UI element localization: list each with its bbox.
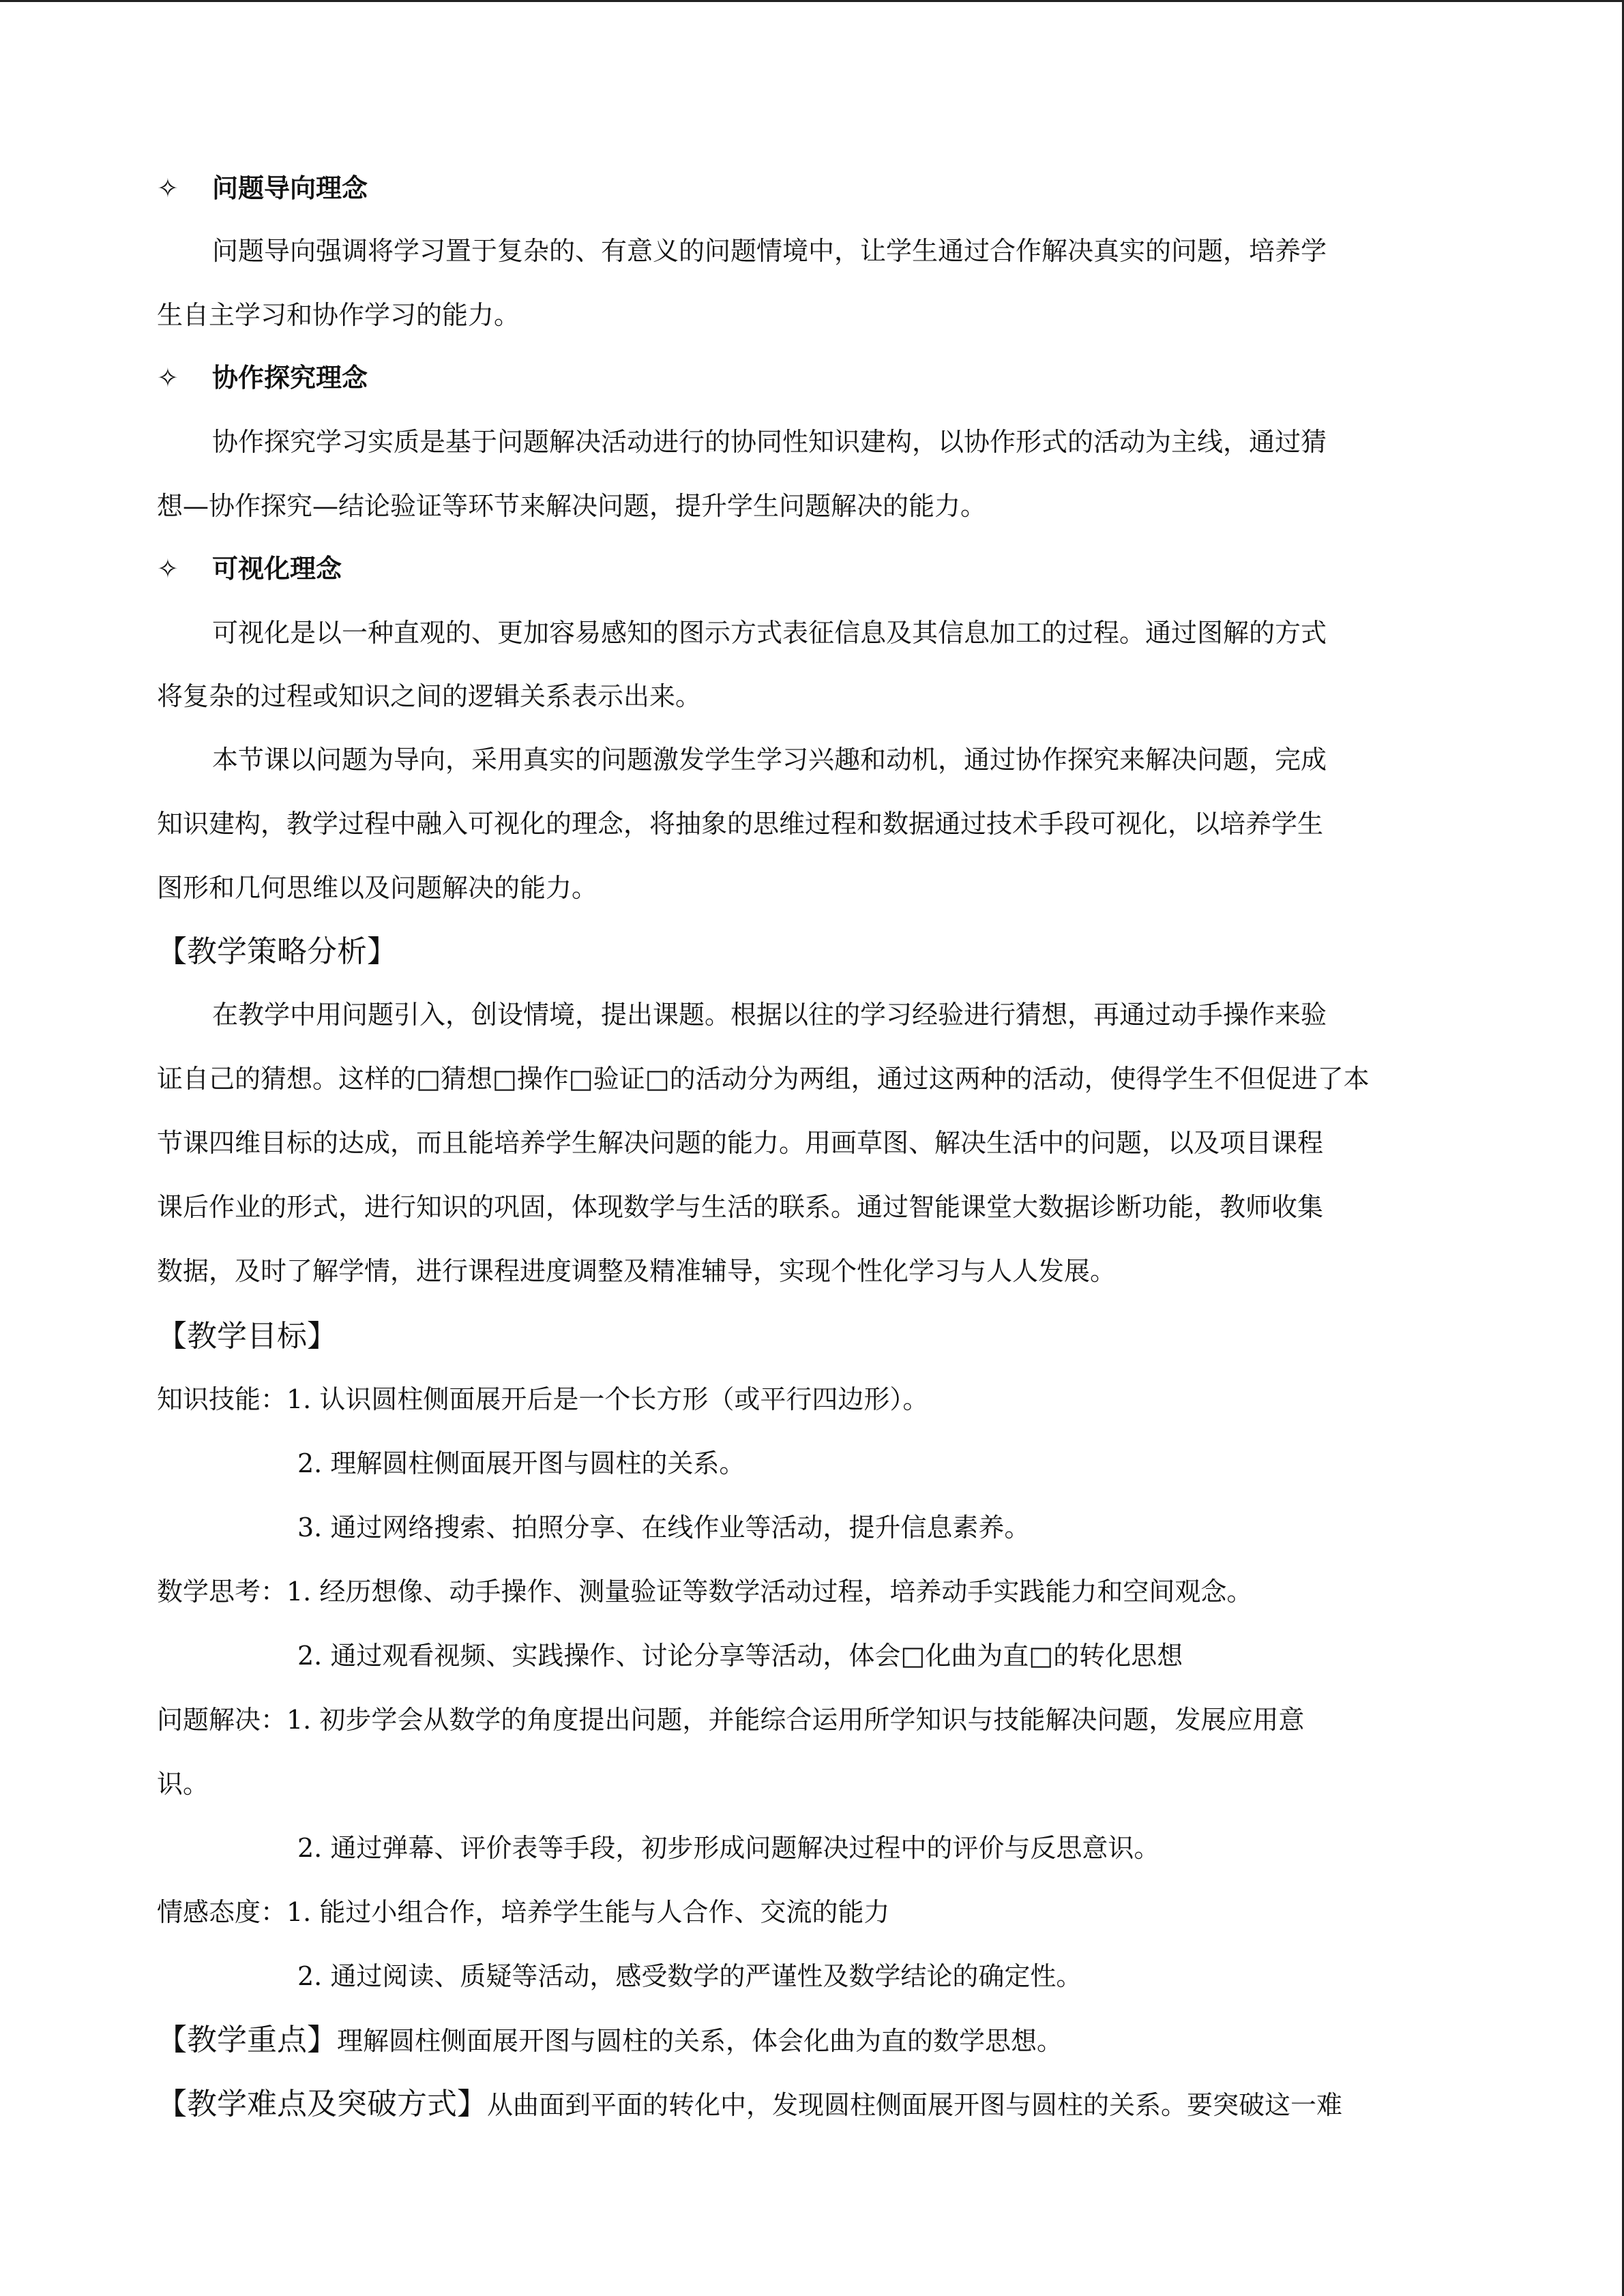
paragraph-line: 图形和几何思维以及问题解决的能力。: [157, 873, 598, 903]
goal-attitude-1: 情感态度：1. 能过小组合作，培养学生能与人合作、交流的能力: [157, 1897, 890, 1927]
key-point-text: 理解圆柱侧面展开图与圆柱的关系，体会化曲为直的数学思想。: [337, 2026, 1063, 2056]
difficulty-line: [157, 2085, 1342, 2123]
goal-math-thinking-2: 2. 通过观看视频、实践操作、讨论分享等活动，体会□化曲为直□的转化思想: [297, 1641, 1183, 1671]
goal-problem-solving-1: 问题解决：1. 初步学会从数学的角度提出问题，并能综合运用所学知识与技能解决问题，发展应用意: [157, 1705, 1305, 1735]
paragraph-line: 协作探究学习实质是基于问题解决活动进行的协同性知识建构，以协作形式的活动为主线，通过猜: [212, 427, 1327, 457]
paragraph-line: 节课四维目标的达成，而且能培养学生解决问题的能力。用画草图、解决生活中的问题，以及项目课程: [157, 1128, 1324, 1158]
diamond-bullet-icon: ✧: [157, 363, 179, 393]
diamond-bullet-icon: ✧: [157, 554, 179, 584]
paragraph-line: 数据，及时了解学情，进行课程进度调整及精准辅导，实现个性化学习与人人发展。: [157, 1256, 1117, 1286]
paragraph-line: 在教学中用问题引入，创设情境，提出课题。根据以往的学习经验进行猜想，再通过动手操作来验: [212, 1000, 1327, 1030]
heading-key-point: 【教学重点】: [157, 2023, 337, 2057]
goal-knowledge-1: 知识技能：1. 认识圆柱侧面展开后是一个长方形（或平行四边形）。: [157, 1384, 929, 1414]
diamond-bullet-icon: ✧: [157, 173, 179, 203]
paragraph-line: 本节课以问题为导向，采用真实的问题激发学生学习兴趣和动机，通过协作探究来解决问题，完成: [212, 745, 1327, 775]
paragraph-line: 证自己的猜想。这样的□猜想□操作□验证□的活动分为两组，通过这两种的活动，使得学生不但促进了本: [157, 1064, 1370, 1094]
section-title-visualization: 可视化理念: [212, 553, 342, 584]
paragraph-line: 知识建构，教学过程中融入可视化的理念，将抽象的思维过程和数据通过技术手段可视化，以培养学生: [157, 809, 1324, 839]
goal-knowledge-3: 3. 通过网络搜索、拍照分享、在线作业等活动，提升信息素养。: [297, 1512, 1031, 1542]
goal-problem-solving-1-wrap: 识。: [157, 1769, 209, 1799]
paragraph-line: 问题导向强调将学习置于复杂的、有意义的问题情境中，让学生通过合作解决真实的问题，培养学: [212, 236, 1327, 266]
goal-attitude-2: 2. 通过阅读、质疑等活动，感受数学的严谨性及数学结论的确定性。: [297, 1961, 1082, 1991]
key-point-line: [157, 2021, 1063, 2059]
paragraph-line: 将复杂的过程或知识之间的逻辑关系表示出来。: [157, 681, 702, 711]
section-title-collaborative-inquiry: 协作探究理念: [212, 362, 368, 393]
paragraph-line: 可视化是以一种直观的、更加容易感知的图示方式表征信息及其信息加工的过程。通过图解的方式: [212, 618, 1327, 648]
difficulty-text: 从曲面到平面的转化中，发现圆柱侧面展开图与圆柱的关系。要突破这一难: [487, 2090, 1343, 2120]
page-border-top: [0, 0, 1624, 2]
heading-teaching-goals: 【教学目标】: [157, 1319, 337, 1354]
heading-teaching-strategy: 【教学策略分析】: [157, 934, 397, 969]
paragraph-line: 生自主学习和协作学习的能力。: [157, 300, 520, 330]
goal-math-thinking-1: 数学思考：1. 经历想像、动手操作、测量验证等数学活动过程，培养动手实践能力和空间观念。: [157, 1577, 1253, 1607]
section-title-problem-oriented: 问题导向理念: [212, 173, 368, 203]
goal-problem-solving-2: 2. 通过弹幕、评价表等手段，初步形成问题解决过程中的评价与反思意识。: [297, 1833, 1160, 1863]
goal-knowledge-2: 2. 理解圆柱侧面展开图与圆柱的关系。: [297, 1448, 745, 1478]
paragraph-line: 课后作业的形式，进行知识的巩固，体现数学与生活的联系。通过智能课堂大数据诊断功能，教师收集: [157, 1192, 1324, 1222]
heading-difficulty: 【教学难点及突破方式】: [157, 2087, 487, 2121]
paragraph-line: 想—协作探究—结论验证等环节来解决问题，提升学生问题解决的能力。: [157, 491, 987, 521]
